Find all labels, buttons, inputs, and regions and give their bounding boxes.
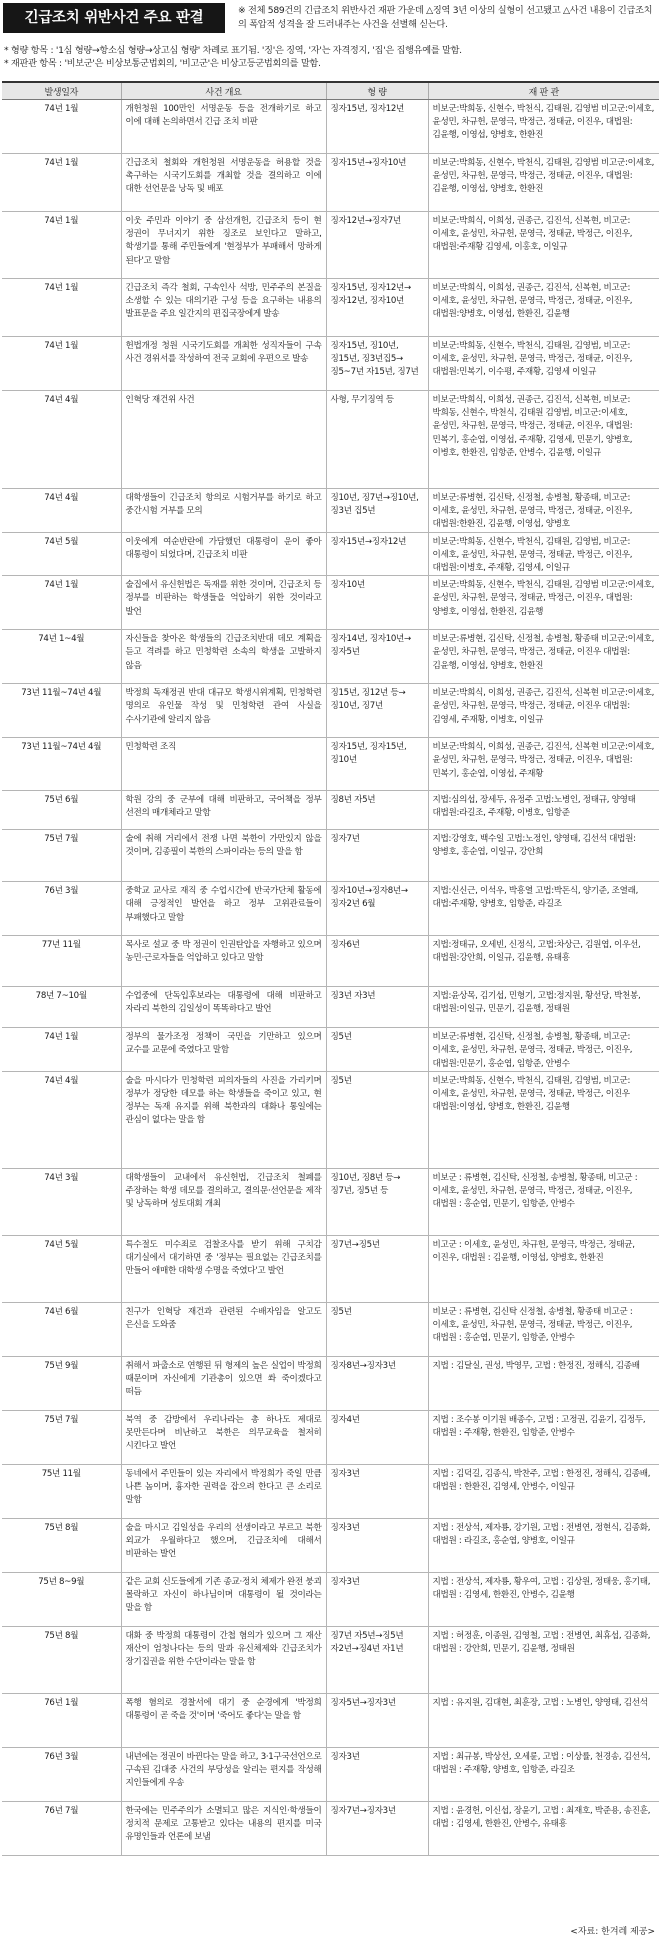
row-event: 자신들을 찾아온 학생들의 긴급조치반대 데모 계획을 듣고 격려를 하고 민청학련 소속의 학생을 고발하지 않음	[121, 630, 326, 684]
row-event: 북역 중 감방에서 우리나라는 총 하나도 제대로 못만든다며 비난하고 북한은 의무교육을 철저히 시킨다고 발언	[121, 1410, 326, 1464]
source-credit: <자료: 한겨레 제공>	[570, 1927, 655, 1937]
table-row	[2, 337, 659, 391]
table-row	[2, 1626, 659, 1693]
row-sentence: 징자7년	[326, 830, 428, 882]
row-date: 74년 5월	[2, 1235, 121, 1302]
row-judges: 비보군:박희동, 신현수, 박천식, 김태원, 김영범, 비고군:이세호, 윤성민, 차규헌, 문영극, 정태균, 박정근, 이진우 대법원:이영섭, 양병호, 한환진, 김윤행	[428, 1071, 659, 1168]
row-event: 목사로 설교 중 박 정권이 인권탄압을 자행하고 있으며 농민·근로자들을 억압하고 있다고 말함	[121, 936, 326, 987]
row-event: 긴급조치 즉각 철회, 구속인사 석방, 민주주의 본질을 소생할 수 있는 대의기관 구성 등을 요구하는 내용의 발표문을 주요 일간지의 편집국장에게 발송	[121, 279, 326, 337]
legend-judges: * 재판관 항목 : '비보군'은 비상보통군법회의, '비고군'은 비상고등군법회의를 말함.	[4, 58, 321, 69]
row-sentence: 징자15년→징자10년	[326, 154, 428, 212]
table-row	[2, 1464, 659, 1518]
row-date: 76년 1월	[2, 1693, 121, 1747]
row-date: 74년 6월	[2, 1302, 121, 1356]
row-date: 74년 1월	[2, 337, 121, 391]
table-row	[2, 1801, 659, 1855]
row-date: 74년 5월	[2, 532, 121, 576]
table-row	[2, 1747, 659, 1801]
table-row	[2, 1235, 659, 1302]
row-sentence: 징자3년	[326, 1464, 428, 1518]
row-event: 대화 중 박정희 대통령이 간첩 혐의가 있으며 그 재산 재산이 엄청나다는 등의 말과 유신체제와 긴급조치가 장기집권을 위한 수단이라는 말을 함	[121, 1626, 326, 1693]
row-date: 74년 3월	[2, 1168, 121, 1235]
table-body	[2, 100, 659, 1856]
row-sentence: 징자12년→징자7년	[326, 212, 428, 279]
row-judges: 지법 : 조수봉 이기원 배종수, 고법 : 고정권, 김윤기, 김정두, 대법원 : 주재황, 한환진, 임항준, 안병수	[428, 1410, 659, 1464]
row-event: 대학생들이 교내에서 유신헌법, 긴급조치 철폐를 주장하는 학생 데모를 결의하고, 결의문·선언문을 제작 및 낭독하며 성토대회 개최	[121, 1168, 326, 1235]
table-row	[2, 391, 659, 489]
row-sentence: 징10년, 징8년 등→징7년, 징5년 등	[326, 1168, 428, 1235]
row-date: 75년 8~9월	[2, 1572, 121, 1626]
row-sentence: 징자10년	[326, 576, 428, 630]
row-event: 박정희 독재정권 반대 대규모 학생시위계획, 민청학련 명의로 유인물 작성 및 민청학련 관여 사실을 수사기관에 알리지 않음	[121, 684, 326, 738]
table-row	[2, 212, 659, 279]
col-header-judges: 재 판 관	[428, 82, 659, 100]
row-sentence: 징7년→징5년	[326, 1235, 428, 1302]
row-event: 이웃 주민과 이야기 중 삼선개헌, 긴급조치 등이 현 정권이 무너지기 위한 징조로 보인다고 말하고, 학생기를 통해 주민들에게 '현정부가 부패해서 망하게 된다'고 말함	[121, 212, 326, 279]
row-date: 74년 4월	[2, 391, 121, 489]
row-sentence: 징8년 자5년	[326, 791, 428, 830]
row-date: 75년 9월	[2, 1356, 121, 1410]
row-sentence: 징자10년→징자8년→징자2년 6월	[326, 882, 428, 936]
table-row	[2, 489, 659, 533]
table-row	[2, 1572, 659, 1626]
row-date: 74년 1월	[2, 279, 121, 337]
row-judges: 지법:신신근, 이석우, 박흥열 고법:박돈식, 양기준, 조열래, 대법:주재황, 양병호, 임항준, 라길조	[428, 882, 659, 936]
row-judges: 지법:심의섭, 장세두, 유정주 고법:노병인, 정태규, 양영태 대법원:라길조, 주재황, 이병호, 임항준	[428, 791, 659, 830]
row-date: 75년 6월	[2, 791, 121, 830]
table-row	[2, 576, 659, 630]
row-sentence: 징5년	[326, 1071, 428, 1168]
header	[0, 0, 661, 38]
header-note: ※ 전체 589건의 긴급조치 위반사건 재판 가운데 △징역 3년 이상의 실형이 선고됐고 △사건 내용이 긴급조치의 폭압적 성격을 잘 드러내주는 사건을 선별해 싣는다.	[238, 5, 653, 30]
row-sentence: 징7년 자5년→징5년 자2년→징4년 자1년	[326, 1626, 428, 1693]
col-header-date: 발생일자	[2, 82, 121, 100]
row-sentence: 징자6년	[326, 936, 428, 987]
table-row	[2, 684, 659, 738]
row-judges: 지법 : 유지원, 김대현, 최훈장, 고법 : 노병인, 양영태, 김선석	[428, 1693, 659, 1747]
row-event: 같은 교회 신도들에게 기존 종교·정치 체제가 완전 붕괴 몰락하고 자신이 하나님이며 대통령이 될 것이라는 말을 함	[121, 1572, 326, 1626]
table-row	[2, 154, 659, 212]
row-event: 동네에서 주민들이 있는 자리에서 박정희가 죽일 만큼 나쁜 놈이며, 흉자한 권력을 잡으려 한다고 큰 소리로 말함	[121, 1464, 326, 1518]
table-row	[2, 279, 659, 337]
row-date: 75년 7월	[2, 830, 121, 882]
table-row	[2, 738, 659, 791]
row-date: 73년 11월~74년 4월	[2, 738, 121, 791]
table-row	[2, 1518, 659, 1572]
row-judges: 비보군:류병현, 김신탁, 신정철, 송병철, 황종태, 비고군:이세호, 윤성민, 차규헌, 문영극, 박정근, 정태균, 이진우, 대법원:한환진, 김윤행, 이영섭, 양병호	[428, 489, 659, 533]
row-date: 74년 1월	[2, 1028, 121, 1072]
table-row	[2, 987, 659, 1028]
row-date: 73년 11월~74년 4월	[2, 684, 121, 738]
row-date: 75년 7월	[2, 1410, 121, 1464]
row-judges: 비고군 : 이세호, 윤성민, 차규헌, 문영극, 박정근, 정태균, 이진우, 대법원 : 김윤행, 이영섭, 양병호, 한환진	[428, 1235, 659, 1302]
row-date: 75년 11월	[2, 1464, 121, 1518]
row-event: 정부의 물가조정 정책이 국민을 기만하고 있으며 교수를 교문에 죽였다고 말함	[121, 1028, 326, 1072]
row-sentence: 징자14년, 징자10년→징자5년	[326, 630, 428, 684]
row-event: 술을 마시다가 민청학련 피의자들의 사진을 가리키며 정부가 정당한 데모를 하는 학생들을 죽이고 있고, 현 정부는 독재 유지를 위해 북한과의 대화나 통일에는 관심이 없다는 말을 함	[121, 1071, 326, 1168]
row-date: 75년 8월	[2, 1518, 121, 1572]
row-judges: 지법 : 전상석, 제자룡, 황우여, 고법 : 김상원, 정태웅, 홍기태, 대법원 : 김영세, 한환진, 안병수, 김윤행	[428, 1572, 659, 1626]
row-date: 75년 8월	[2, 1626, 121, 1693]
row-event: 특수절도 미수죄로 검찰조사를 받기 위해 구치감 대기실에서 대기하면 중 '정부는 필요없는 긴급조치를 만들어 애매한 대학생 수명을 죽였다'고 발언	[121, 1235, 326, 1302]
row-judges: 비보군:류병현, 김신탁, 신정철, 송병철, 황종태, 비고군:이세호, 윤성민, 차규헌, 문영극, 정태균, 박정근, 이진우, 대법원:민문기, 홍순엽, 임항준, 안병수	[428, 1028, 659, 1072]
row-judges: 지법 : 전상석, 제자룡, 강기원, 고법 : 전병연, 정현식, 김종화, 대법원 : 라길조, 홍순엽, 양병호, 이일규	[428, 1518, 659, 1572]
row-event: 개헌청원 100만인 서명운동 등을 전개하기로 하고 이에 대해 논의하면서 긴급 조치 비판	[121, 100, 326, 154]
table-row	[2, 100, 659, 154]
row-event: 수업중에 단독입후보라는 대통령에 대해 비판하고 자라리 북한의 김일성이 똑똑하다고 발언	[121, 987, 326, 1028]
row-sentence: 징15년, 징12년 등→징10년, 징7년	[326, 684, 428, 738]
row-sentence: 징자3년	[326, 1747, 428, 1801]
row-judges: 지법 : 최규봉, 박상선, 오세륜, 고법 : 이상률, 천경송, 김선석, 대법원 : 주재황, 양병호, 임항준, 라길조	[428, 1747, 659, 1801]
rulings-table	[2, 81, 659, 1856]
row-judges: 지법:강영호, 백수일 고법:노정인, 양영태, 김선석 대법원:양병호, 홍순엽, 이일규, 강안희	[428, 830, 659, 882]
table-row	[2, 882, 659, 936]
row-judges: 지법 : 김덕길, 김종식, 박찬주, 고법 : 한정진, 정해식, 김종배, 대법원 : 한환진, 김영세, 안병수, 이일규	[428, 1464, 659, 1518]
row-date: 78년 7~10월	[2, 987, 121, 1028]
row-date: 74년 4월	[2, 489, 121, 533]
row-event: 이웃에게 여순반란에 가담했던 대통령이 운이 좋아 대통령이 되었다며, 긴급조치 비판	[121, 532, 326, 576]
row-sentence: 징3년 자3년	[326, 987, 428, 1028]
row-judges: 비보군:박희동, 신현수, 박천식, 김태원, 김영범 비고군:이세호, 윤성민, 차규헌, 문영극, 박정근, 정태균, 이진우, 대법원:김윤행, 이영섭, 양병호, 한환진	[428, 154, 659, 212]
row-judges: 비보군:박희식, 이희성, 권종근, 김진석, 신복현 비고군:이세호, 윤성민, 차규헌, 문영극, 박정근, 정태균, 이진우 대법원:김영세, 주재황, 이병호, 이일규	[428, 684, 659, 738]
legend-sentence: * 형량 항목 : '1심 형량→항소심 형량→상고심 형량' 차례로 표기됨. '징'은 징역, '자'는 자격정지, '집'은 집행유예를 말함.	[4, 45, 462, 56]
row-date: 77년 11월	[2, 936, 121, 987]
row-sentence: 징자7년→징자3년	[326, 1801, 428, 1855]
table-row	[2, 630, 659, 684]
table-header-row	[2, 82, 659, 100]
row-date: 74년 1월	[2, 154, 121, 212]
row-sentence: 징자3년	[326, 1572, 428, 1626]
row-sentence: 징10년, 징7년→징10년, 징3년 집5년	[326, 489, 428, 533]
row-date: 76년 3월	[2, 1747, 121, 1801]
row-sentence: 징자3년	[326, 1518, 428, 1572]
row-judges: 비보군:박희동, 신현수, 박천식, 김태원, 김영범 비고군:이세호, 윤성민, 차규헌, 문영극, 박정근, 정태균, 이진우, 대법원:김윤행, 이영섭, 양병호, 한환진	[428, 100, 659, 154]
row-judges: 지법 : 김달실, 권성, 박영무, 고법 : 한정진, 정해식, 김종배	[428, 1356, 659, 1410]
row-event: 학원 강의 중 군부에 대해 비판하고, 국어책을 정부 선전의 매개체라고 말함	[121, 791, 326, 830]
row-sentence: 징자5년→징자3년	[326, 1693, 428, 1747]
row-sentence: 징자4년	[326, 1410, 428, 1464]
row-date: 74년 1월	[2, 212, 121, 279]
row-judges: 지법 : 허정훈, 이종원, 김영철, 고법 : 전병연, 최휴섭, 김종화, 대법원 : 강안희, 민문기, 김윤행, 정태원	[428, 1626, 659, 1693]
row-date: 74년 4월	[2, 1071, 121, 1168]
col-header-event: 사건 개요	[121, 82, 326, 100]
row-judges: 비보군:박희식, 이희성, 권종근, 김진석, 신복현, 비고군:이세호, 윤성민, 차규헌, 문영극, 박정근, 정태균, 이진우, 대법원:양병호, 이영섭, 한환진, 김윤행	[428, 279, 659, 337]
row-judges: 지법 : 윤경헌, 이신섭, 장윤기, 고법 : 최재호, 박준용, 송진훈, 대법 : 김영세, 한환진, 안병수, 유태흥	[428, 1801, 659, 1855]
row-event: 대학생들이 긴급조치 항의로 시험거부를 하기로 하고 중간시험 거부를 모의	[121, 489, 326, 533]
row-event: 폭행 혐의로 경찰서에 대기 중 순경에게 '박정희 대통령이 곧 죽을 것'이며 '죽어도 좋다'는 말을 함	[121, 1693, 326, 1747]
row-judges: 지법:윤상목, 김기섭, 민형기, 고법:정지원, 황선당, 박천봉, 대법원:이일규, 민문기, 김윤행, 정태원	[428, 987, 659, 1028]
table-row	[2, 1302, 659, 1356]
row-event: 술에 취해 거리에서 전쟁 나면 북한이 가만있지 않을 것이며, 김종필이 북한의 스파이라는 등의 말을 함	[121, 830, 326, 882]
row-judges: 비보군:박희식, 이희성, 권종근, 김진석, 신복현, 비고군:이세호, 윤성민, 차규헌, 문영극, 정태균, 박정근, 이진우, 대법원:주재황 김영세, 이홍호, 이일규	[428, 212, 659, 279]
row-sentence: 징자15년, 징10년, 징15년, 징3년집5→징5~7년 자15년, 징7년	[326, 337, 428, 391]
table-row	[2, 1168, 659, 1235]
table-row	[2, 532, 659, 576]
row-judges: 지법:정태규, 오세빈, 신정식, 고법:차상근, 김원엽, 이우선, 대법원:강안희, 이일규, 김윤행, 유태흥	[428, 936, 659, 987]
table-row	[2, 1356, 659, 1410]
table-row	[2, 791, 659, 830]
row-date: 74년 1월	[2, 576, 121, 630]
row-judges: 비보군:박희식, 이희성, 권종근, 김진석, 신복현 비고군:이세호, 윤성민, 차규헌, 문영극, 박정근, 정태균, 이진우, 대법원:민복기, 홍순엽, 이영섭, 주재황	[428, 738, 659, 791]
row-judges: 비보군 : 류병현, 김신탁 신정철, 송병철, 황종태 비고군 : 이세호, 윤성민, 차규헌, 문영극, 정태균, 박정근, 이진우, 대법원 : 홍순엽, 민문기, 임항준, 안병수	[428, 1302, 659, 1356]
row-sentence: 사형, 무기징역 등	[326, 391, 428, 489]
row-date: 76년 3월	[2, 882, 121, 936]
table-row	[2, 1071, 659, 1168]
table-row	[2, 936, 659, 987]
row-event: 내년에는 정권이 바뀐다는 말을 하고, 3·1구국선언으로 구속된 김대중 사건의 부당성을 알리는 편지를 작성해 지인들에게 우송	[121, 1747, 326, 1801]
row-sentence: 징자8년→징자3년	[326, 1356, 428, 1410]
row-event: 긴급조치 철회와 개헌청원 서명운동을 허용할 것을 촉구하는 시국기도회를 개최할 것을 결의하고 이에 대한 선언문을 낭독 및 배포	[121, 154, 326, 212]
row-judges: 비보군:박희동, 신현수, 박천식, 김태원, 김영범, 비고군:이세호, 윤성민, 차규헌, 문영극, 박정근, 정태균, 이진우, 대법원:민복기, 이수평, 주재황, 김영세 이일규	[428, 337, 659, 391]
row-sentence: 징5년	[326, 1302, 428, 1356]
row-event: 취해서 파출소로 연행된 뒤 형제의 높은 실업이 박정희 때문이며 자신에게 기관총이 있으면 쏴 죽이겠다고 떠듬	[121, 1356, 326, 1410]
row-event: 술을 마시고 김일성을 우리의 선생이라고 부르고 북한 외교가 우월하다고 했으며, 긴급조치에 대해서 비판하는 발언	[121, 1518, 326, 1572]
row-sentence: 징자15년, 징자15년, 징10년	[326, 738, 428, 791]
row-date: 74년 1월	[2, 100, 121, 154]
row-event: 인혁당 재건위 사건	[121, 391, 326, 489]
table-row	[2, 1410, 659, 1464]
row-judges: 비보군:박희동, 신현수, 박천식, 김태원, 김영범 비고군:이세호, 윤성민, 차규헌, 문영극, 정태균, 박정근, 이진우, 대법원:양병호, 이영섭, 한환진, 김윤행	[428, 576, 659, 630]
legend	[4, 44, 659, 70]
row-event: 중학교 교사로 재직 중 수업시간에 반국가단체 활동에 대해 긍정적인 발언을 하고 정부 고위관료들이 부패했다고 말함	[121, 882, 326, 936]
row-event: 민청학련 조직	[121, 738, 326, 791]
row-event: 한국에는 민주주의가 소멸되고 많은 지식인·학생들이 정치적 문제로 고통받고 있다는 내용의 편지를 미국 유명인들과 언론에 보냄	[121, 1801, 326, 1855]
row-date: 76년 7월	[2, 1801, 121, 1855]
row-judges: 비보군:박희동, 신현수, 박천식, 김태원, 김영범, 비고군:이세호, 윤성민, 차규헌, 문영극, 정태균, 박정근, 이진우, 대법원:이병호, 주재황, 김영세, 이일규	[428, 532, 659, 576]
row-judges: 비보군:박희식, 이희성, 권종근, 김진석, 신복현, 비보군: 박희동, 신현수, 박천식, 김태원 김영범, 비고군:이세호, 윤성민, 차규헌, 문영극, 박정근, 정태균, 이진우, 대법원:민복기, 홍순엽, 이영섭, 주재황, 김영세, 민문기, 양병호, 이병호, 한환진, 임항준, 안병수, 김윤행, 이일규	[428, 391, 659, 489]
row-sentence: 징자15년→징자12년	[326, 532, 428, 576]
row-sentence: 징자15년, 징자12년→징자12년, 징자10년	[326, 279, 428, 337]
row-event: 헌법개정 청원 시국기도회를 개최한 성직자들이 구속 사건 경위서를 작성하여 전국 교회에 우편으로 발송	[121, 337, 326, 391]
page-title: 긴급조치 위반사건 주요 판결	[3, 3, 225, 33]
table-row	[2, 1028, 659, 1072]
row-sentence: 징5년	[326, 1028, 428, 1072]
row-judges: 비보군 : 류병현, 김신탁, 신정철, 송병철, 황종태, 비고군 : 이세호, 윤성민, 차규헌, 문영극, 박정근, 정태균, 이진우, 대법원 : 홍순엽, 민문기, 임항준, 안병수	[428, 1168, 659, 1235]
row-date: 74년 1~4월	[2, 630, 121, 684]
col-header-sentence: 형 량	[326, 82, 428, 100]
row-event: 친구가 인혁당 재건과 관련된 수배자임을 알고도 은신을 도와줌	[121, 1302, 326, 1356]
row-event: 술집에서 유신헌법은 독재를 위한 것이며, 긴급조치 등 정부를 비판하는 학생들을 억압하기 위한 것이라고 발언	[121, 576, 326, 630]
row-judges: 비보군:류병현, 김신탁, 신정철, 송병철, 황종태 비고군:이세호, 윤성민, 차규헌, 문영극, 박정근, 정태균, 이진우 대법원:김윤행, 이영섭, 양병호, 한환진	[428, 630, 659, 684]
table-row	[2, 1693, 659, 1747]
row-sentence: 징자15년, 징자12년	[326, 100, 428, 154]
table-row	[2, 830, 659, 882]
